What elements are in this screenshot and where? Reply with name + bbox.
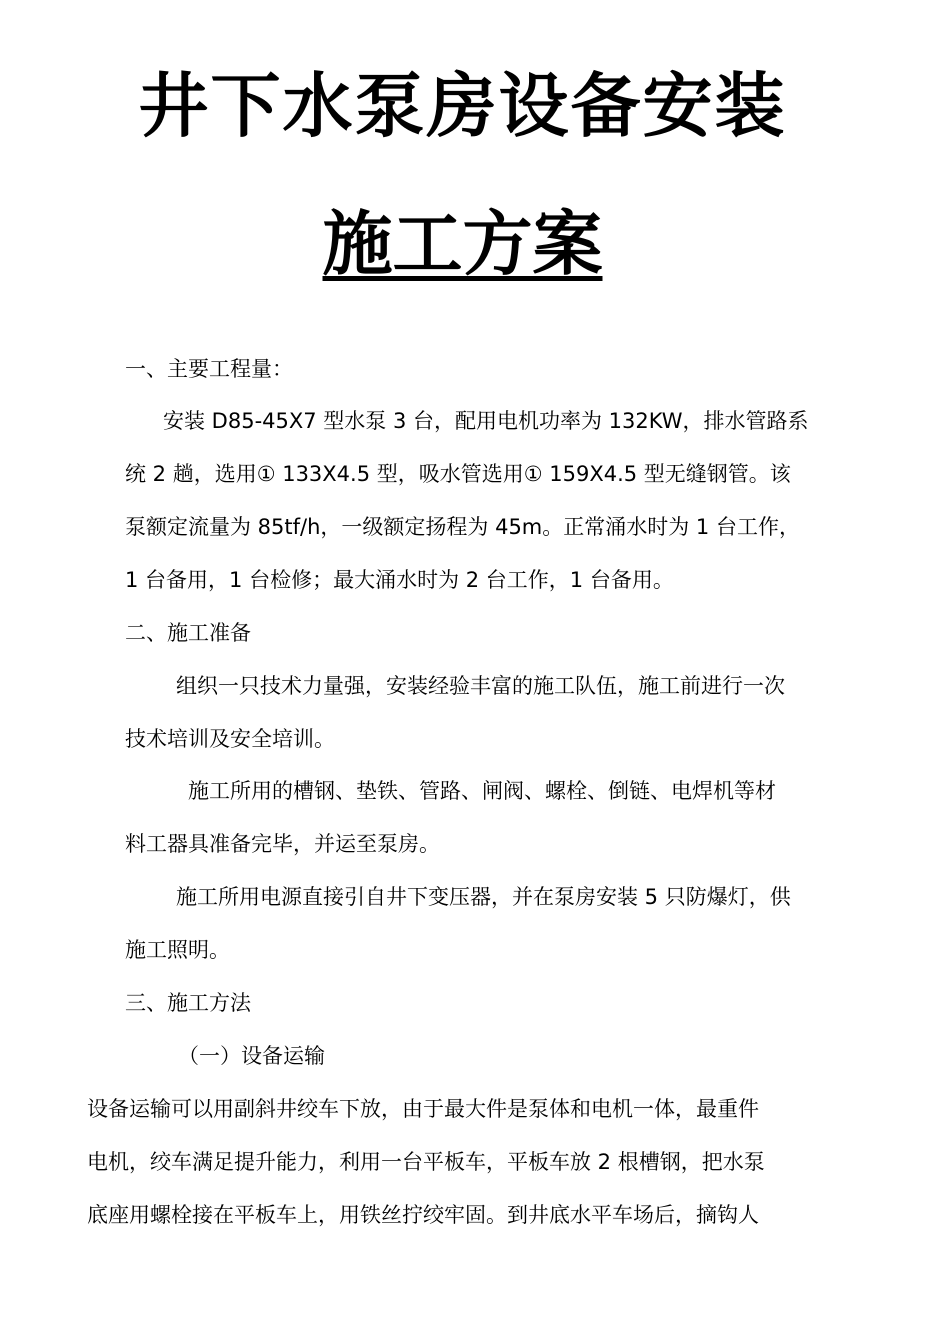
paragraph-line: 设备运输可以用副斜井绞车下放，由于最大件是泵体和电机一体，最重件 <box>87 1097 759 1121</box>
paragraph-line: 组织一只技术力量强，安装经验丰富的施工队伍，施工前进行一次 <box>176 674 785 698</box>
paragraph-line: 技术培训及安全培训。 <box>125 727 335 751</box>
paragraph-line: 安装 D85-45X7 型水泵 3 台，配用电机功率为 132KW，排水管路系 <box>163 409 809 433</box>
paragraph-line: 统 2 趟，选用① 133X4.5 型，吸水管选用① 159X4.5 型无缝钢管。该 <box>125 462 791 486</box>
paragraph-line: 1 台备用，1 台检修；最大涌水时为 2 台工作，1 台备用。 <box>125 568 674 592</box>
document-title-line-2 <box>0 196 925 292</box>
section-heading-quantities: 一、主要工程量： <box>125 357 293 381</box>
section-heading-methods: 三、施工方法 <box>125 991 251 1015</box>
document-title-line-1: 井下水泵房设备安装 <box>138 65 787 147</box>
paragraph-line: 施工照明。 <box>125 938 230 962</box>
subsection-heading-transport: （一）设备运输 <box>178 1044 325 1068</box>
document-title-underlined: 施工方案 <box>322 203 603 285</box>
paragraph-line: 底座用螺栓接在平板车上，用铁丝拧绞牢固。到井底水平车场后，摘钩人 <box>87 1203 759 1227</box>
paragraph-line: 泵额定流量为 85tf/h，一级额定扬程为 45m。正常涌水时为 1 台工作， <box>125 515 800 539</box>
paragraph-line: 施工所用电源直接引自井下变压器，并在泵房安装 5 只防爆灯，供 <box>176 885 791 909</box>
paragraph-line: 施工所用的槽钢、垫铁、管路、闸阀、螺栓、倒链、电焊机等材 <box>188 779 776 803</box>
paragraph-line: 电机，绞车满足提升能力，利用一台平板车，平板车放 2 根槽钢，把水泵 <box>87 1150 765 1174</box>
section-heading-preparation: 二、施工准备 <box>125 621 251 645</box>
paragraph-line: 料工器具准备完毕，并运至泵房。 <box>125 832 440 856</box>
